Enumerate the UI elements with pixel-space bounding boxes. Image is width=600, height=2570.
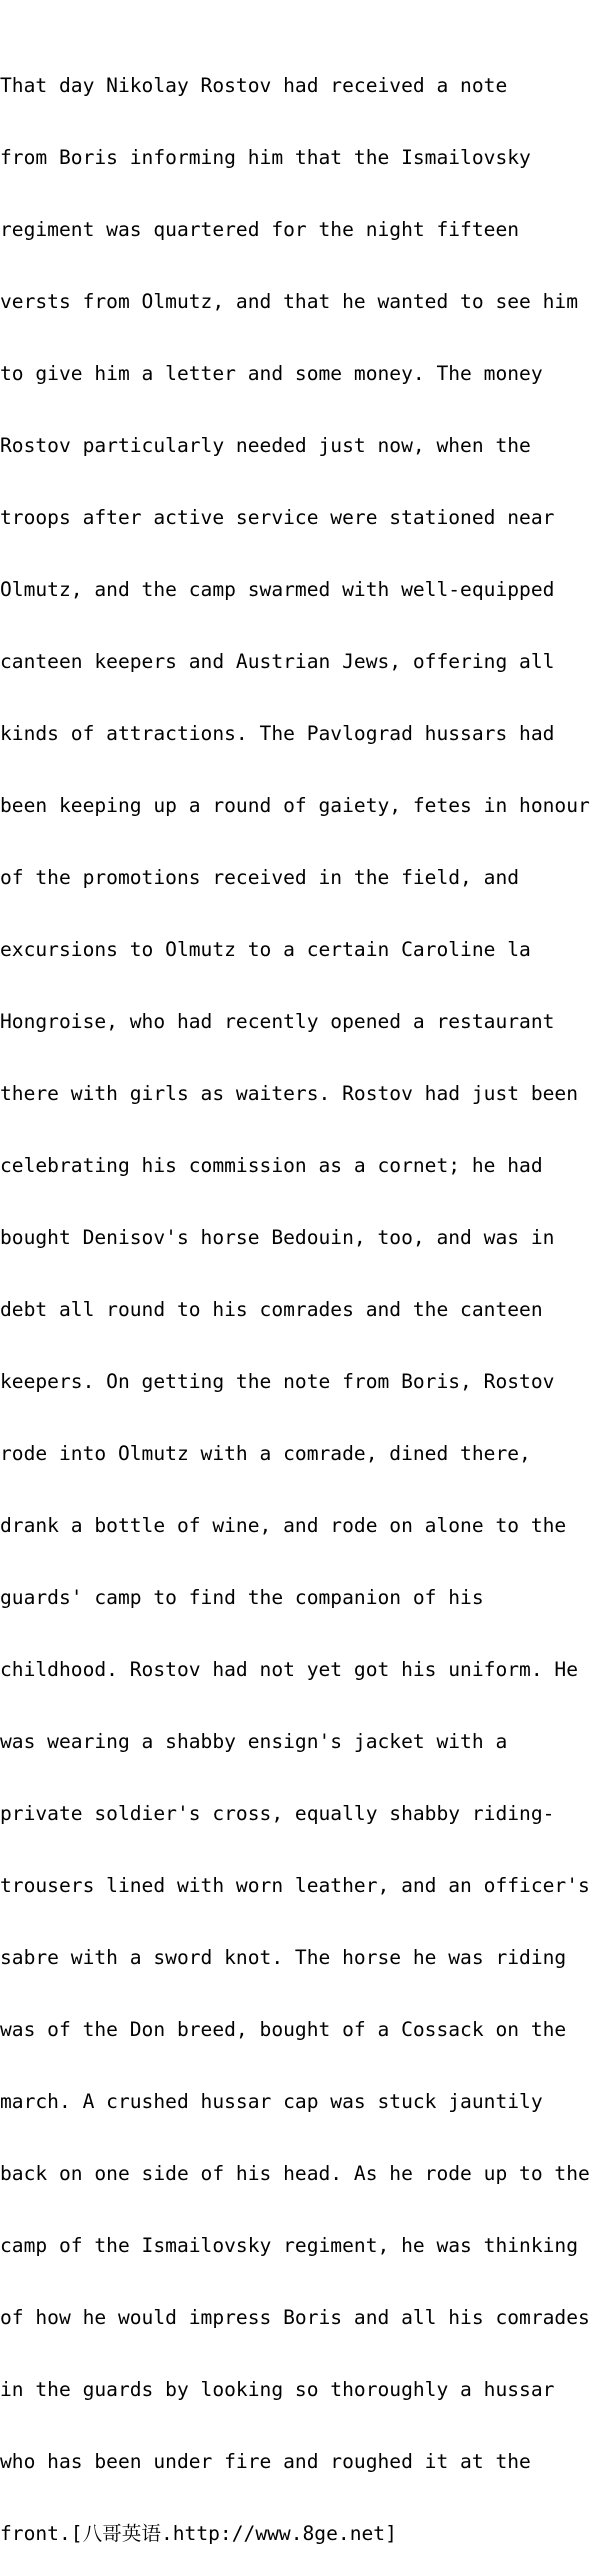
text-line: sabre with a sword knot. The horse he was riding [0, 1946, 567, 1969]
text-line: debt all round to his comrades and the canteen [0, 1298, 543, 1321]
text-line: excursions to Olmutz to a certain Caroline la [0, 938, 531, 961]
text-line: trousers lined with worn leather, and an officer's [0, 1874, 590, 1897]
text-line-source: front.[八哥英语.http://www.8ge.net] [0, 2522, 397, 2545]
text-line: guards' camp to find the companion of his [0, 1586, 484, 1609]
text-line: camp of the Ismailovsky regiment, he was thinking [0, 2234, 579, 2257]
text-line: Rostov particularly needed just now, when the [0, 434, 531, 457]
text-line: troops after active service were stationed near [0, 506, 555, 529]
text-line: back on one side of his head. As he rode up to the [0, 2162, 590, 2185]
text-line: was wearing a shabby ensign's jacket with a [0, 1730, 508, 1753]
text-line: That day Nikolay Rostov had received a note [0, 74, 508, 97]
text-line: versts from Olmutz, and that he wanted to see him [0, 290, 579, 313]
text-line: of how he would impress Boris and all his comrades [0, 2306, 590, 2329]
text-line: to give him a letter and some money. The money [0, 362, 543, 385]
text-line: bought Denisov's horse Bedouin, too, and was in [0, 1226, 555, 1249]
text-line: from Boris informing him that the Ismailovsky [0, 146, 531, 169]
text-line: Hongroise, who had recently opened a restaurant [0, 1010, 555, 1033]
text-line: celebrating his commission as a cornet; he had [0, 1154, 543, 1177]
text-line: march. A crushed hussar cap was stuck jauntily [0, 2090, 543, 2113]
text-line: been keeping up a round of gaiety, fetes in honour [0, 794, 590, 817]
text-line: childhood. Rostov had not yet got his uniform. He [0, 1658, 579, 1681]
text-line: keepers. On getting the note from Boris, Rostov [0, 1370, 555, 1393]
text-line: drank a bottle of wine, and rode on alone to the [0, 1514, 567, 1537]
text-line: of the promotions received in the field, and [0, 866, 520, 889]
document-text [0, 26, 600, 2570]
text-line: there with girls as waiters. Rostov had just been [0, 1082, 579, 1105]
text-line: canteen keepers and Austrian Jews, offering all [0, 650, 555, 673]
text-line: was of the Don breed, bought of a Cossack on the [0, 2018, 567, 2041]
text-line: regiment was quartered for the night fifteen [0, 218, 520, 241]
text-line: who has been under fire and roughed it at the [0, 2450, 531, 2473]
text-line: in the guards by looking so thoroughly a hussar [0, 2378, 555, 2401]
text-line: rode into Olmutz with a comrade, dined there, [0, 1442, 531, 1465]
text-line: private soldier's cross, equally shabby riding- [0, 1802, 555, 1825]
text-line: Olmutz, and the camp swarmed with well-equipped [0, 578, 555, 601]
text-line: kinds of attractions. The Pavlograd hussars had [0, 722, 555, 745]
